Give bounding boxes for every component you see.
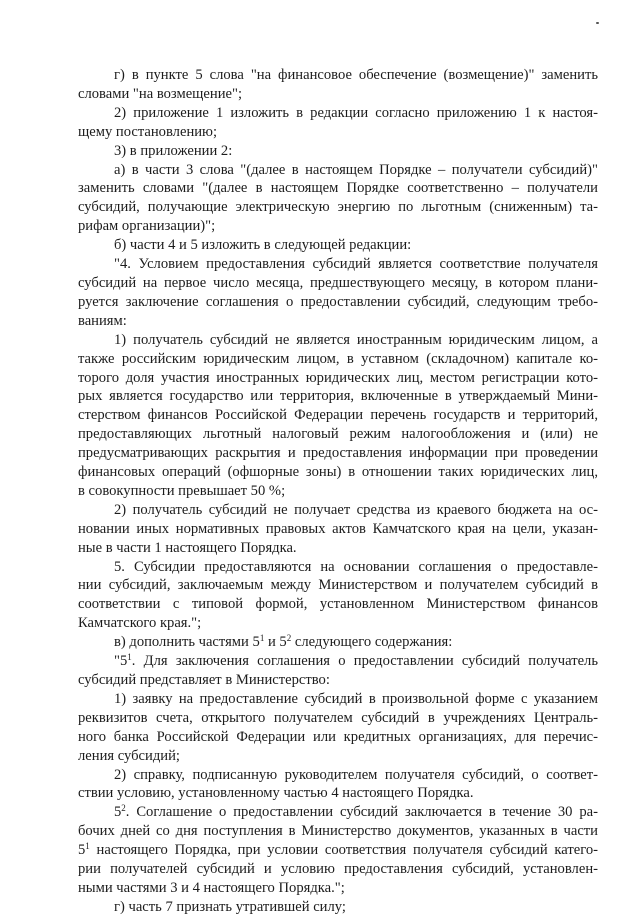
paragraph xyxy=(78,652,598,690)
text-line: предусматривающих раскрытия и предоставления информации при проведении xyxy=(78,445,598,462)
paragraph xyxy=(78,331,598,501)
text-line: г) часть 7 признать утратившей силу; xyxy=(114,898,346,915)
paragraph xyxy=(78,255,598,331)
text-line: словами "на возмещение"; xyxy=(78,85,243,102)
paragraph xyxy=(78,501,598,558)
text-line: реквизитов счета, открытого получателем субсидий в учреждениях Централь- xyxy=(78,709,598,726)
text-line: заменить словами "(далее в настоящем Порядке соответственно – получатели xyxy=(78,180,598,197)
text-line: рифам организации)"; xyxy=(78,218,216,235)
paragraph xyxy=(78,803,598,898)
text-line: соответствии с типовой формой, установленном Министерством финансов xyxy=(78,596,598,613)
text-line: 1) получатель субсидий не является иностранным юридическим лицом, а xyxy=(114,331,598,348)
text-line: а) в части 3 слова "(далее в настоящем Порядке – получатели субсидий)" xyxy=(114,161,598,178)
text-line: б) части 4 и 5 изложить в следующей редакции: xyxy=(114,237,412,254)
scan-speck xyxy=(596,22,599,24)
text-line: нии субсидий, заключаемым между Министерством и получателем субсидий в xyxy=(78,577,598,594)
text-line: субсидий, получающие электрическую энергию по льготным (сниженным) та- xyxy=(78,199,598,216)
text-line: 1) заявку на предоставление субсидий в произвольной форме с указанием xyxy=(114,690,598,707)
text-line: ные в части 1 настоящего Порядка. xyxy=(78,539,297,556)
text-line: "$5^1$. Для заключения соглашения о предоставлении субсидий получатель xyxy=(114,652,598,670)
text-line: также российским юридическим лицом, в уставном (складочном) капитале ко- xyxy=(78,350,598,367)
text-line: рых является государство или территория, включенные в утверждаемый Мини- xyxy=(78,388,598,405)
text-line: 3) в приложении 2: xyxy=(114,142,233,159)
text-line: $5^2$. Соглашение о предоставлении субсидий заключается в течение 30 ра- xyxy=(114,803,598,821)
text-line: ного банка Российской Федерации или кредитных организациях, для перечис- xyxy=(78,728,598,745)
text-line: бочих дней со дня поступления в Министерство документов, указанных в части xyxy=(78,823,598,840)
text-line: $5^1$ настоящего Порядка, при условии соответствия получателя субсидий катего- xyxy=(78,841,598,859)
paragraph xyxy=(78,142,598,161)
text-line: субсидий представляет в Министерство: xyxy=(78,672,330,688)
text-line: ствии условию, установленному частью 4 настоящего Порядка. xyxy=(78,785,474,802)
paragraph xyxy=(78,104,598,142)
paragraph xyxy=(78,898,598,917)
paragraph xyxy=(78,558,598,634)
text-line: 2) приложение 1 изложить в редакции согласно приложению 1 к настоя- xyxy=(114,104,598,121)
text-line: в совокупности превышает 50 %; xyxy=(78,482,286,499)
paragraph xyxy=(78,633,598,652)
text-line: предоставляющих льготный налоговый режим налогообложения и (или) не xyxy=(78,426,598,443)
text-line: ления субсидий; xyxy=(78,747,180,764)
text-line: Камчатского края."; xyxy=(78,615,202,632)
text-line: финансовых операций (офшорные зоны) в отношении таких юридических лиц, xyxy=(78,464,598,481)
text-line: торого доля участия иностранных юридических лиц, местом регистрации кото- xyxy=(78,369,598,386)
text-line: 5. Субсидии предоставляются на основании соглашения о предоставле- xyxy=(114,558,598,575)
text-line: в) дополнить частями $5^1$ и $5^2$ следующего содержания: xyxy=(114,633,453,651)
text-line: новании иных нормативных правовых актов Камчатского края на цели, указан- xyxy=(78,520,598,537)
text-line: руется заключение соглашения о предоставлении субсидий, следующим требо- xyxy=(78,293,598,310)
paragraph xyxy=(78,766,598,804)
text-line: 2) справку, подписанную руководителем получателя субсидий, о соответ- xyxy=(114,766,598,783)
document-page xyxy=(78,66,598,917)
text-line: г) в пункте 5 слова "на финансовое обеспечение (возмещение)" заменить xyxy=(114,67,598,83)
text-line: щему постановлению; xyxy=(78,123,218,140)
paragraph xyxy=(78,66,598,104)
text-line: субсидий на первое число месяца, предшествующего месяцу, в котором плани- xyxy=(78,274,598,291)
text-line: ными частями 3 и 4 настоящего Порядка."; xyxy=(78,879,345,896)
paragraph xyxy=(78,236,598,255)
text-line: 2) получатель субсидий не получает средства из краевого бюджета на ос- xyxy=(114,501,598,518)
text-line: рии получателей субсидий и условию предоставления субсидий, установлен- xyxy=(78,861,598,878)
text-line: стерством финансов Российской Федерации перечень государств и территорий, xyxy=(78,407,598,424)
text-line: ваниям: xyxy=(78,312,127,329)
paragraph xyxy=(78,690,598,766)
text-line: "4. Условием предоставления субсидий является соответствие получателя xyxy=(114,256,598,273)
paragraph xyxy=(78,161,598,237)
